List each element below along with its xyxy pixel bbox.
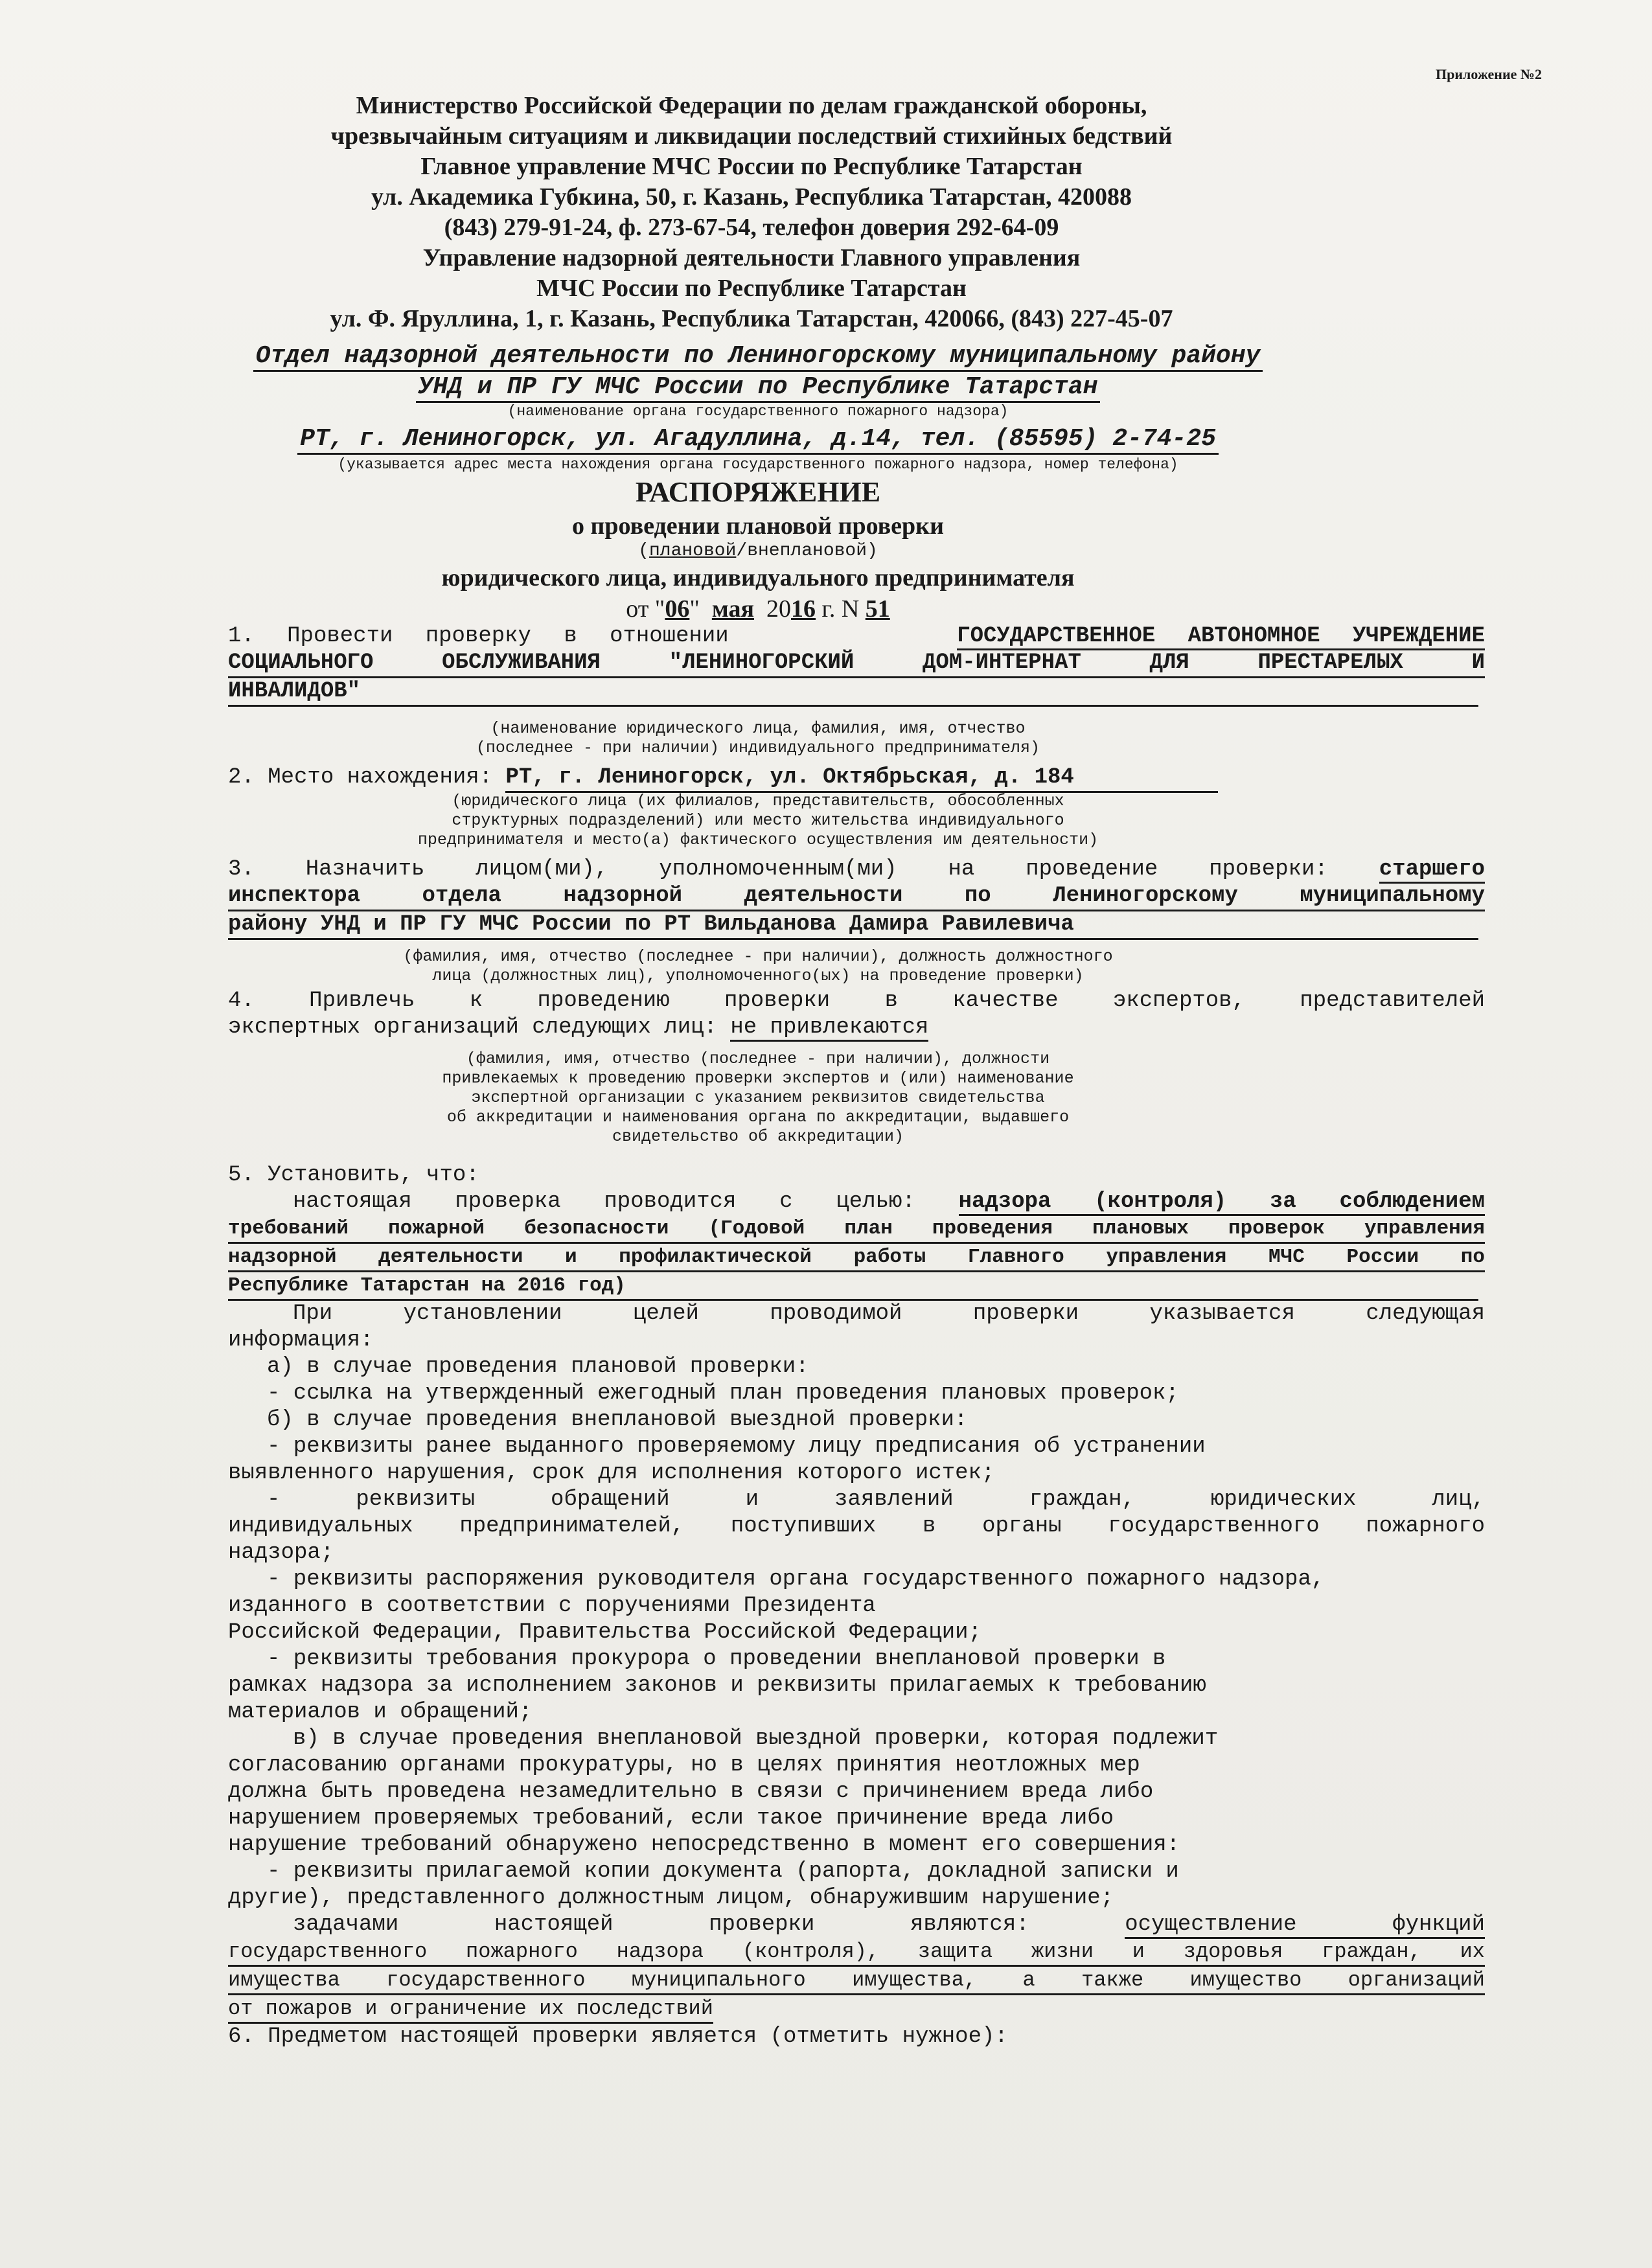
s4-lead: экспертных организаций следующих лиц: (228, 1015, 731, 1040)
header-line: (843) 279-91-24, ф. 273-67-54, телефон доверия 292-64-09 (444, 214, 1059, 241)
org-line-1 (194, 342, 1322, 370)
doc-subtitle: о проведении плановой проверки (572, 512, 944, 540)
org-address-line (194, 425, 1322, 453)
s5-info-line: б) в случае проведения внеплановой выездной проверки: (267, 1408, 968, 1432)
check-type (194, 542, 1322, 561)
s1-name-1: ГОСУДАРСТВЕННОЕ АВТОНОМНОЕ УЧРЕЖДЕНИЕ (957, 624, 1485, 650)
s5-tasks-value-4: от пожаров и ограничение их последствий (228, 1995, 713, 2024)
header-line: чрезвычайным ситуациям и ликвидации последствий стихийных бедствий (330, 122, 1173, 150)
s1-lead: 1. Провести проверку в отношении (228, 624, 729, 648)
s5-info-line: выявленного нарушения, срок для исполнения которого истек; (228, 1461, 995, 1485)
org-name-1: Отдел надзорной деятельности по Лениногорскому муниципальному району (253, 342, 1263, 372)
s3-value-2: инспектора отдела надзорной деятельности по Лениногорскому муниципальному (228, 883, 1485, 911)
s3-line-1 (228, 856, 1485, 883)
s5-info-line: в) в случае проведения внеплановой выездной проверки, которая подлежит (293, 1726, 1219, 1751)
address-note: (указывается адрес места нахождения органа государственного пожарного надзора, номер телефона) (338, 456, 1178, 473)
s5-info-line: изданного в соответствии с поручениями Президента (228, 1594, 876, 1618)
date-month: мая (711, 595, 755, 623)
s3-note-1: (фамилия, имя, отчество (последнее - при наличии), должность должностного (403, 947, 1113, 966)
s4-line-2 (228, 1014, 1485, 1041)
s2-note-2: структурных подразделений) или место жительства индивидуального (452, 811, 1064, 830)
header-line: ул. Ф. Яруллина, 1, г. Казань, Республика Татарстан, 420066, (843) 227-45-07 (330, 305, 1173, 332)
header-line: МЧС России по Республике Татарстан (536, 275, 967, 302)
s2-lead: 2. Место нахождения: (228, 765, 506, 790)
s5-info-line: согласованию органами прокуратуры, но в целях принятия неотложных мер (228, 1753, 1140, 1778)
date-prefix: от " (626, 595, 665, 623)
s5-info-line: - реквизиты ранее выданного проверяемому лицу предписания об устранении (267, 1434, 1206, 1459)
s5-goal-line-1 (228, 1189, 1485, 1215)
s3-lead: 3. Назначить лицом(ми), уполномоченным(ми) на проведение проверки: (228, 857, 1379, 882)
s4-note-4: об аккредитации и наименования органа по аккредитации, выдавшего (446, 1108, 1070, 1127)
s5-tasks-value-1: осуществление функций (1125, 1912, 1485, 1939)
s5-tasks-lead: задачами настоящей проверки являются: (293, 1912, 1125, 1937)
date-year-prefix: 20 (766, 595, 792, 623)
section-2 (228, 764, 1485, 793)
s5-goal-lead: настоящая проверка проводится с целью: (293, 1189, 959, 1214)
date-suffix: г. N (816, 595, 866, 623)
s1-name-2: СОЦИАЛЬНОГО ОБСЛУЖИВАНИЯ "ЛЕНИНОГОРСКИЙ ДОМ-ИНТЕРНАТ ДЛЯ ПРЕСТАРЕЛЫХ И (228, 650, 1485, 678)
check-type-rest: /внеплановой) (736, 541, 878, 561)
s2-address: РТ, г. Лениногорск, ул. Октябрьская, д. 184 (505, 764, 1218, 793)
s5-info-line: - реквизиты распоряжения руководителя органа государственного пожарного надзора, (267, 1567, 1325, 1592)
section-4 (228, 988, 1485, 1041)
s4-note-5: свидетельство об аккредитации) (612, 1127, 904, 1146)
s5-info-line: При установлении целей проводимой проверки указывается следующая (293, 1301, 1485, 1326)
header-block (194, 91, 1309, 334)
s5-info-line: другие), представленного должностным лицом, обнаружившим нарушение; (228, 1886, 1114, 1910)
s3-note-2: лица (должностных лиц), уполномоченного(ых) на проведение проверки) (432, 967, 1084, 985)
s5-info-line: Российской Федерации, Правительства Российской Федерации; (228, 1620, 981, 1645)
s1-note-1: (наименование юридического лица, фамилия, имя, отчество (490, 719, 1026, 738)
s4-note-3: экспертной организации с указанием реквизитов свидетельства (471, 1088, 1045, 1107)
s4-note-2: привлекаемых к проведению проверки экспертов и (или) наименование (442, 1069, 1074, 1088)
appendix-label: Приложение №2 (1436, 66, 1542, 82)
s5-goal-value-2: требований пожарной безопасности (Годовой план проведения плановых проверок управления (228, 1215, 1485, 1244)
s5-info-line: - реквизиты требования прокурора о проведении внеплановой проверки в (267, 1647, 1166, 1671)
s5-tasks-line-1 (228, 1912, 1485, 1938)
s5-info-line: - ссылка на утвержденный ежегодный план проведения плановых проверок; (267, 1381, 1179, 1406)
s5-info-line: надзора; (228, 1541, 334, 1565)
s4-note-1: (фамилия, имя, отчество (последнее - при наличии), должности (466, 1049, 1050, 1068)
s1-line-1 (228, 623, 1485, 650)
s1-note-2: (последнее - при наличии) индивидуального предпринимателя) (476, 739, 1040, 757)
org-note: (наименование органа государственного пожарного надзора) (507, 403, 1009, 420)
s2-note-3: предпринимателя и место(а) фактического осуществления им деятельности) (417, 830, 1099, 849)
s2-line (228, 764, 1485, 793)
s1-name-3: ИНВАЛИДОВ" (228, 678, 1478, 707)
doc-date-line (194, 595, 1322, 623)
s5-info-line: информация: (228, 1328, 374, 1353)
s6-line: 6. Предметом настоящей проверки является (отметить нужное): (228, 2024, 1008, 2049)
s5-info-line: нарушение требований обнаружено непосредственно в момент его совершения: (228, 1833, 1180, 1857)
date-year: 16 (791, 595, 816, 623)
s5-info-line: - реквизиты прилагаемой копии документа (рапорта, докладной записки и (267, 1859, 1179, 1884)
s5-goal-value-1: надзора (контроля) за соблюдением (959, 1189, 1485, 1216)
section-3 (228, 856, 1485, 940)
s5-tasks-value-2: государственного пожарного надзора (контроля), защита жизни и здоровья граждан, их (228, 1938, 1485, 1967)
header-line: Министерство Российской Федерации по делам гражданской обороны, (356, 92, 1147, 119)
org-address: РТ, г. Лениногорск, ул. Агадуллина, д.14, тел. (85595) 2-74-25 (297, 425, 1219, 455)
s5-info-line: нарушением проверяемых требований, если такое причинение вреда либо (228, 1806, 1114, 1831)
section-5 (228, 1162, 1485, 2050)
s4-line-1: 4. Привлечь к проведению проверки в качестве экспертов, представителей (228, 989, 1485, 1013)
bracket-open: ( (638, 541, 649, 561)
s5-tasks-value-3: имущества государственного муниципального имущества, а также имущество организаций (228, 1967, 1485, 1995)
s3-value-3: району УНД и ПР ГУ МЧС России по РТ Вильданова Дамира Равилевича (228, 911, 1478, 940)
s5-info-line: должна быть проведена незамедлительно в связи с причинением вреда либо (228, 1780, 1154, 1804)
date-quote: " (689, 595, 700, 623)
org-name-2: УНД и ПР ГУ МЧС России по Республике Татарстан (416, 373, 1101, 403)
check-type-planned: плановой (648, 541, 737, 561)
date-day: 06 (665, 595, 690, 623)
header-line: Управление надзорной деятельности Главного управления (422, 244, 1081, 271)
s5-head: 5. Установить, что: (228, 1163, 479, 1187)
s5-goal-value-3: надзорной деятельности и профилактической работы Главного управления МЧС России по (228, 1244, 1485, 1272)
s5-info-line: индивидуальных предпринимателей, поступивших в органы государственного пожарного (228, 1514, 1485, 1539)
s5-info-line: - реквизиты обращений и заявлений граждан, юридических лиц, (267, 1487, 1485, 1512)
doc-title: РАСПОРЯЖЕНИЕ (635, 476, 881, 508)
org-line-2 (194, 373, 1322, 401)
s2-note-1: (юридического лица (их филиалов, представительств, обособленных (452, 792, 1064, 810)
s3-value-1: старшего (1379, 857, 1485, 884)
s5-info-line: а) в случае проведения плановой проверки: (267, 1355, 809, 1379)
s5-goal-value-4: Республике Татарстан на 2016 год) (228, 1272, 1478, 1301)
s5-info-line: рамках надзора за исполнением законов и реквизиты прилагаемых к требованию (228, 1673, 1206, 1698)
section-1 (228, 623, 1485, 707)
s4-value: не привлекаются (730, 1015, 928, 1042)
header-line: ул. Академика Губкина, 50, г. Казань, Республика Татарстан, 420088 (371, 183, 1132, 211)
doc-number: 51 (865, 595, 890, 623)
doc-subject: юридического лица, индивидуального предпринимателя (441, 564, 1075, 591)
s5-info-line: материалов и обращений; (228, 1700, 533, 1724)
header-line: Главное управление МЧС России по Республике Татарстан (420, 153, 1083, 180)
